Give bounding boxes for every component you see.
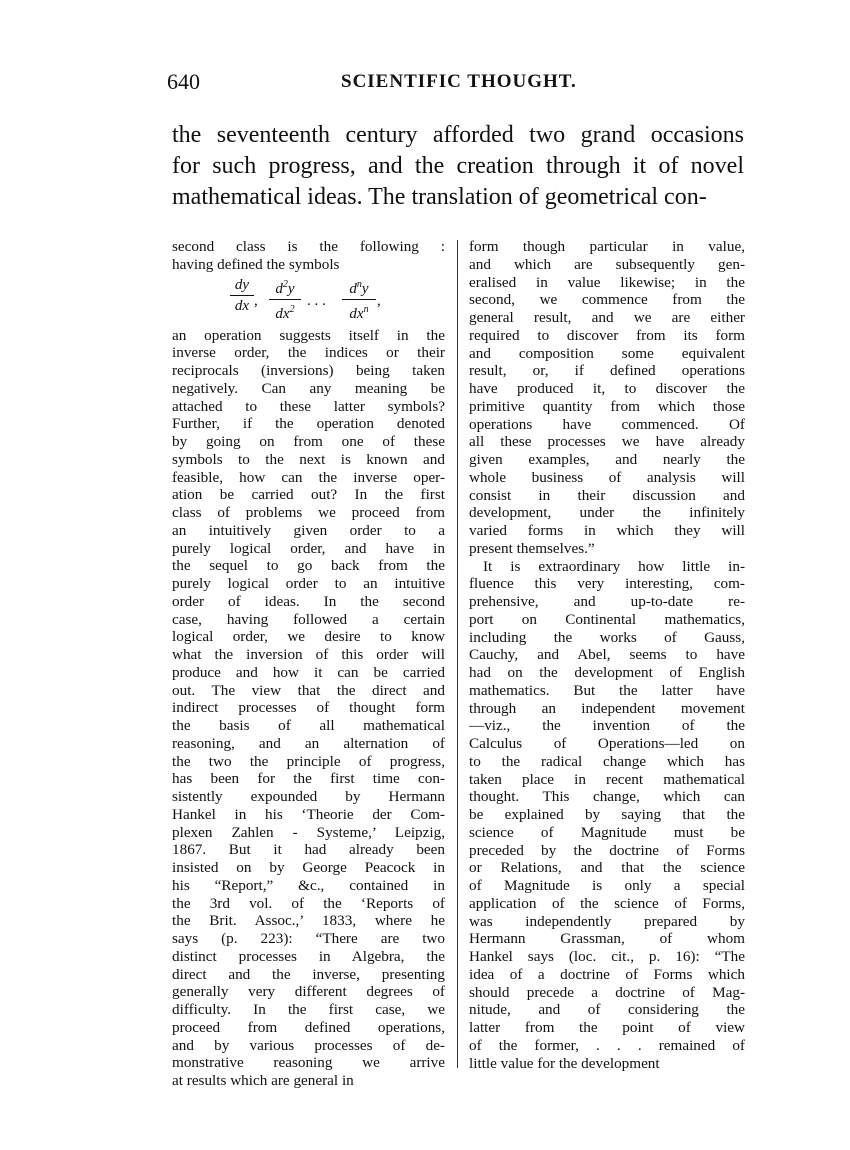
text-line: and which are subsequently gen- [469,255,745,273]
text-line: by going on from one of these [172,433,445,450]
text-line: had on the development of English [469,664,745,681]
fraction-dny-dxn [342,276,376,323]
text-line: latter from the point of view [469,1019,745,1036]
text-line: have produced it, to discover the [469,380,745,397]
text-line: of Magnitude is only a special [469,877,745,894]
text-line: out. The view that the direct and [172,681,445,699]
text-line: primitive quantity from which those [469,397,745,415]
text-line: attached to these latter symbols? [172,397,445,415]
text-line: 1867. But it had already been [172,841,445,859]
text-line: Calculus of Operations—led on [469,735,745,752]
text-line: application of the science of Forms, [469,894,745,912]
text-line: the two the principle of progress, [172,752,445,770]
separator: , [377,292,381,309]
text-line: difficulty. In the first case, we [172,1001,445,1018]
text-line: distinct processes in Algebra, the [172,947,445,965]
text-line: the sequel to go back from the [172,557,445,575]
text-line: idea of a doctrine of Forms which [469,965,745,983]
left-column [172,238,445,1090]
text-line: taken place in recent mathematical [469,770,745,788]
text-line: and by various processes of de- [172,1036,445,1054]
text-line: Hankel in his ‘Theorie der Com- [172,805,445,823]
text-line: port on Continental mathematics, [469,610,745,628]
text-line: the 3rd vol. of the ‘Reports of [172,894,445,912]
text-line: order of ideas. In the second [172,592,445,610]
text-line: purely logical order, and have in [172,539,445,557]
running-head: SCIENTIFIC THOUGHT. [341,71,577,92]
text-line: at results which are general in [172,1072,354,1089]
text-line: consist in their discussion and [469,486,745,504]
text-line: case, having followed a certain [172,610,445,628]
text-line: ation be carried out? In the first [172,486,445,504]
symbol-formula [172,274,445,327]
text-line: the Brit. Assoc.,’ 1833, where he [172,912,445,930]
text-line: Cauchy, and Abel, seems to have [469,646,745,664]
text-line: plexen Zahlen - Systeme,’ Leipzig, [172,823,445,841]
text-line: whole business of analysis will [469,468,745,486]
text-line: Further, if the operation denoted [172,415,445,433]
text-line: fluence this very interesting, com- [469,575,745,593]
text-line: second, we commence from the [469,291,745,309]
fraction-dy-dx [230,276,254,315]
text-line: sistently expounded by Hermann [172,788,445,805]
denominator: dx [234,297,250,314]
text-line: It is extraordinary how little in- [483,557,745,575]
text-line: result, or, if defined operations [469,362,745,380]
numerator: $d^ny$ [349,278,369,297]
text-line: to the radical change which has [469,752,745,770]
text-line: insisted on by George Peacock in [172,859,445,876]
text-line: —viz., the invention of the [469,717,745,735]
text-line: form though particular in value, [469,238,745,255]
text-line: having defined the symbols [172,255,340,273]
text-line: reciprocals (inversions) being taken [172,362,445,379]
text-line: purely logical order to an intuitive [172,575,445,592]
text-line: required to discover from its form [469,326,745,344]
text-line: reasoning, and an alternation of [172,734,445,752]
text-line: all these processes we have already [469,433,745,451]
text-line: Hermann Grassman, of whom [469,930,745,948]
text-line: indirect processes of thought form [172,699,445,717]
text-line: says (p. 223): “There are two [172,930,445,947]
text-line: direct and the inverse, presenting [172,965,445,983]
text-line: mathematics. But the latter have [469,681,745,699]
text-line: second class is the following : [172,238,445,255]
text-line: nitude, and of considering the [469,1001,745,1019]
fraction-d2y-dx2 [269,276,301,323]
text-line: general result, and we are either [469,309,745,326]
lead-line: the seventeenth century afforded two grand occasions [172,122,744,148]
numerator: $d^2y$ [275,278,295,297]
right-column [469,238,745,1072]
text-line: should precede a doctrine of Mag- [469,983,745,1001]
denominator: $dx^2$ [275,303,295,322]
text-line: given examples, and nearly the [469,451,745,468]
text-line: what the inversion of this order will [172,646,445,663]
text-line: proceed from defined operations, [172,1018,445,1036]
text-line: thought. This change, which can [469,788,745,806]
text-line: symbols to the next is known and [172,450,445,468]
left-body [172,327,445,1090]
separator: , [254,292,258,309]
text-line: eralised in value likewise; in the [469,273,745,291]
denominator: $dx^n$ [349,303,369,322]
text-line: was independently prepared by [469,912,745,930]
text-line: produce and how it can be carried [172,663,445,681]
text-line: and composition some equivalent [469,344,745,362]
text-line: present themselves.” [469,539,595,557]
text-line: logical order, we desire to know [172,628,445,646]
page-number: 640 [167,69,200,94]
text-line: an operation suggests itself in the [172,326,445,344]
ellipsis: . . . [307,292,326,309]
numerator: dy [234,276,250,293]
text-line: operations have commenced. Of [469,415,745,433]
lead-line: mathematical ideas. The translation of geometrical con- [172,184,707,210]
text-line: of the former, . . . remained of [469,1036,745,1054]
text-line: the basis of all mathematical [172,717,445,734]
text-line: through an independent movement [469,699,745,717]
text-line: negatively. Can any meaning be [172,379,445,397]
text-line: including the works of Gauss, [469,628,745,646]
text-line: varied forms in which they will [469,522,745,539]
text-line: be explained by saying that the [469,806,745,823]
text-line: little value for the development [469,1054,660,1072]
text-line: preceded by the doctrine of Forms [469,841,745,859]
text-line: inverse order, the indices or their [172,344,445,362]
text-line: development, under the infinitely [469,504,745,522]
text-line: an intuitively given order to a [172,521,445,539]
text-line: science of Magnitude must be [469,823,745,841]
text-line: has been for the first time con- [172,770,445,788]
lead-line: for such progress, and the creation through it of novel [172,153,744,179]
text-line: prehensive, and up-to-date re- [469,593,745,610]
text-line: Hankel says (loc. cit., p. 16): “The [469,948,745,965]
text-line: feasible, how can the inverse oper- [172,468,445,486]
lead-paragraph [172,120,744,213]
text-line: his “Report,” &c., contained in [172,876,445,894]
text-line: class of problems we proceed from [172,504,445,521]
text-line: generally very different degrees of [172,983,445,1001]
column-divider [457,240,458,1068]
text-line: or Relations, and that the science [469,859,745,877]
text-line: monstrative reasoning we arrive [172,1054,445,1072]
